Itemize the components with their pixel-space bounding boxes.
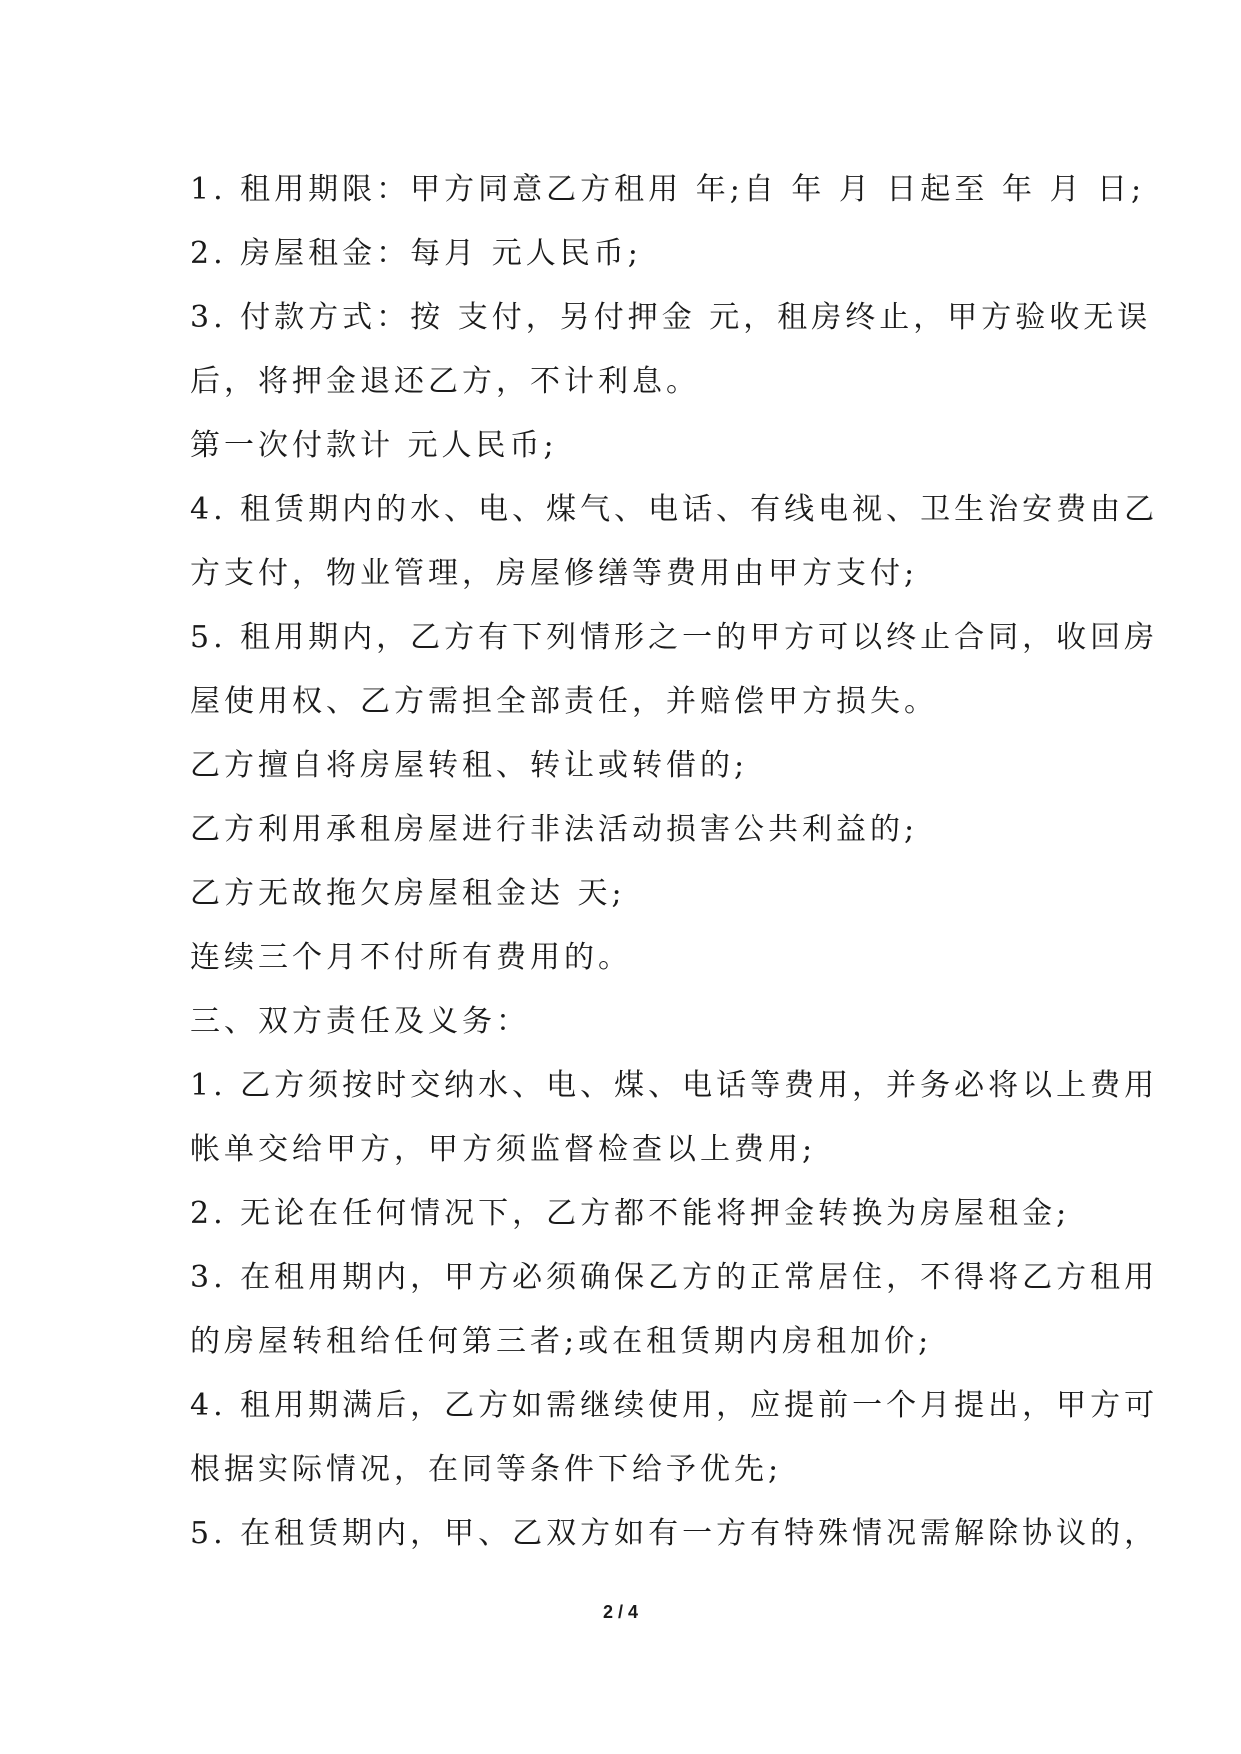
text-line: 2. 无论在任何情况下，乙方都不能将押金转换为房屋租金; — [190, 1196, 1071, 1231]
text-line: 方支付，物业管理，房屋修缮等费用由甲方支付; — [190, 556, 919, 591]
text-line: 3. 在租用期内，甲方必须确保乙方的正常居住，不得将乙方租用 — [190, 1260, 1159, 1295]
text-line: 5. 在租赁期内，甲、乙双方如有一方有特殊情况需解除协议的， — [190, 1516, 1159, 1551]
document-body — [190, 158, 1159, 1566]
text-line: 帐单交给甲方，甲方须监督检查以上费用; — [190, 1132, 817, 1167]
text-line: 第一次付款计 元人民币; — [190, 428, 558, 463]
text-line: 乙方利用承租房屋进行非法活动损害公共利益的; — [190, 812, 919, 847]
text-line: 1. 乙方须按时交纳水、电、煤、电话等费用，并务必将以上费用 — [190, 1068, 1159, 1103]
page-number: 2 / 4 — [602, 1602, 639, 1622]
section-heading: 三、双方责任及义务： — [190, 1004, 530, 1039]
text-line: 根据实际情况，在同等条件下给予优先; — [190, 1452, 783, 1487]
text-line: 4. 租赁期内的水、电、煤气、电话、有线电视、卫生治安费由乙 — [190, 492, 1159, 527]
text-line: 1. 租用期限：甲方同意乙方租用 年;自 年 月 日起至 年 月 日; — [190, 172, 1146, 207]
text-line: 屋使用权、乙方需担全部责任，并赔偿甲方损失。 — [190, 684, 938, 719]
text-line: 4. 租用期满后，乙方如需继续使用，应提前一个月提出，甲方可 — [190, 1388, 1159, 1423]
text-line: 5. 租用期内，乙方有下列情形之一的甲方可以终止合同，收回房 — [190, 620, 1159, 655]
text-line: 后，将押金退还乙方，不计利息。 — [190, 364, 700, 399]
text-line: 的房屋转租给任何第三者;或在租赁期内房租加价; — [190, 1324, 933, 1359]
text-line: 3. 付款方式：按 支付，另付押金 元，租房终止，甲方验收无误 — [190, 300, 1152, 335]
text-line: 乙方擅自将房屋转租、转让或转借的; — [190, 748, 749, 783]
text-line: 乙方无故拖欠房屋租金达 天; — [190, 876, 626, 911]
text-line: 连续三个月不付所有费用的。 — [190, 940, 632, 975]
text-line: 2. 房屋租金：每月 元人民币; — [190, 236, 642, 271]
